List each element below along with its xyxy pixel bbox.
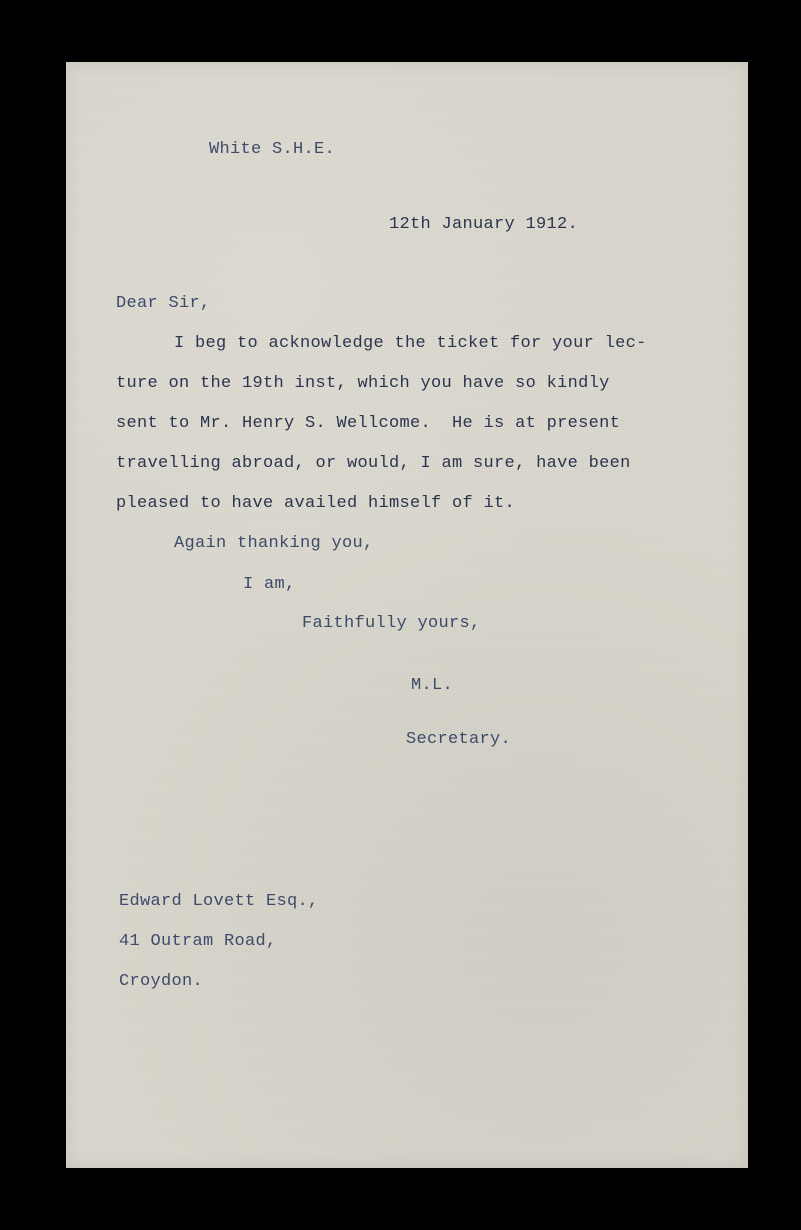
signatory-title: Secretary. xyxy=(406,730,512,749)
body-line: pleased to have availed himself of it. xyxy=(116,494,516,513)
letter-date: 12th January 1912. xyxy=(389,215,579,234)
closing-line: Again thanking you, xyxy=(174,534,374,553)
closing-line: I am, xyxy=(243,575,296,594)
signature-initials: M.L. xyxy=(411,676,454,695)
body-line: I beg to acknowledge the ticket for your lec- xyxy=(174,334,647,353)
address-line: Croydon. xyxy=(119,972,204,991)
address-line: 41 Outram Road, xyxy=(119,932,277,951)
salutation: Dear Sir, xyxy=(116,294,211,313)
body-line: sent to Mr. Henry S. Wellcome. He is at present xyxy=(116,414,621,433)
letter-sheet xyxy=(66,62,748,1168)
closing-line: Faithfully yours, xyxy=(302,614,481,633)
address-line: Edward Lovett Esq., xyxy=(119,892,319,911)
body-line: ture on the 19th inst, which you have so kindly xyxy=(116,374,610,393)
body-line: travelling abroad, or would, I am sure, have been xyxy=(116,454,631,473)
reference-line: White S.H.E. xyxy=(209,140,336,159)
